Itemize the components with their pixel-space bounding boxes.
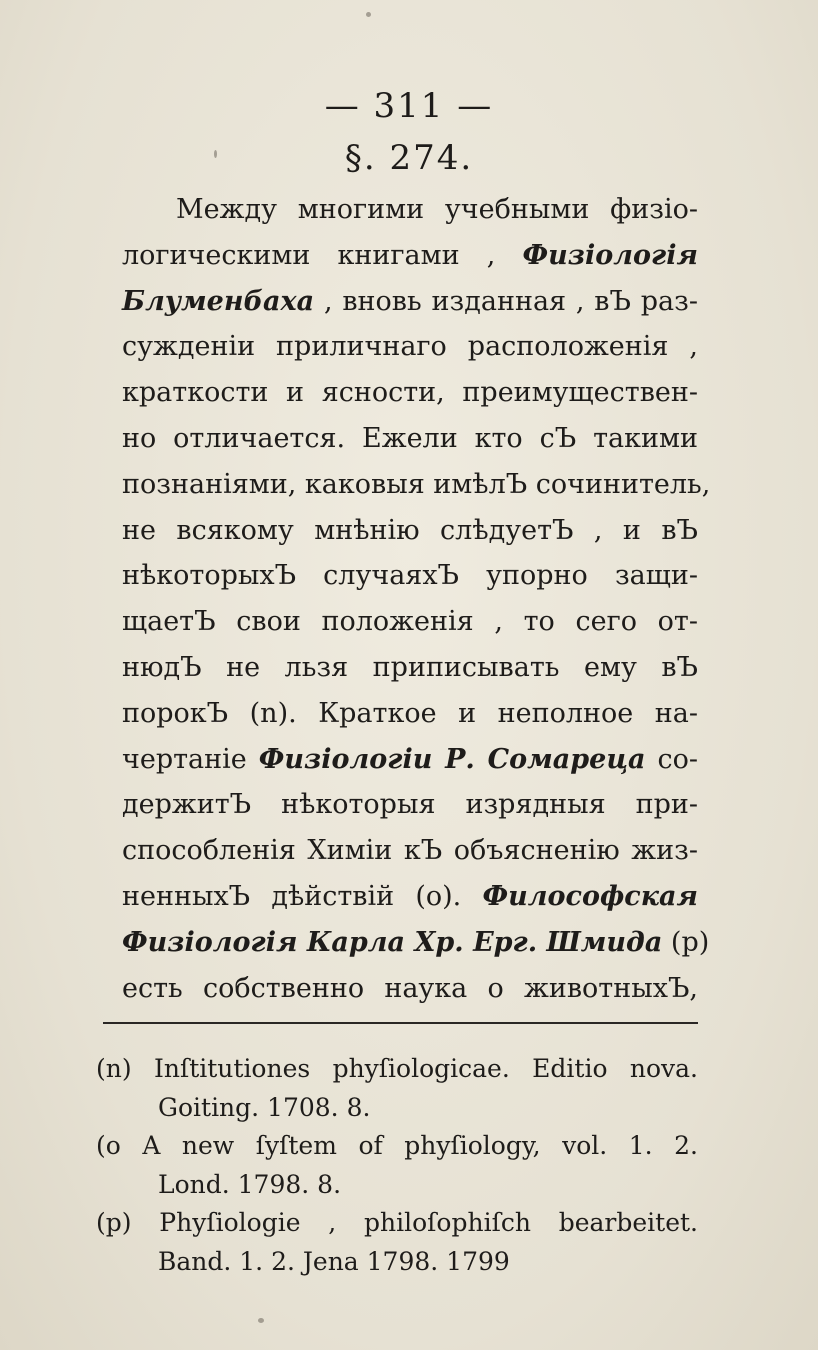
paper-speck [258,1318,264,1323]
paper-speck [366,12,371,17]
text-line: нюдЪ не льзя приписывать ему вЪ [122,651,698,683]
footnote-n-cont: Goiting. 1708. 8. [158,1092,371,1122]
section-heading: §. 274. [344,138,474,178]
italic-title: Блуменбаха [122,285,315,317]
italic-title: Философская [482,880,698,912]
footnote-p: (p) Phyſiologie , philoſophiſch bearbeitet. [96,1208,698,1237]
footnote-o: (o A new ſyſtem of phyſiology, vol. 1. 2. [96,1131,698,1160]
footnotes [96,1050,698,1281]
text-span: логическими книгами , [122,239,496,271]
text-line: сужденіи приличнаго расположенія , [122,331,698,363]
italic-title: Физіологіи Р. Сомареца [258,743,646,775]
text-span: , вновь изданная , вЪ раз- [323,285,698,317]
footnote-o-cont: Lond. 1798. 8. [158,1169,342,1199]
footnote-p-cont: Band. 1. 2. Jena 1798. 1799 [158,1246,510,1276]
italic-title: Физіологія Карла Хр. Ерг. Шмида [122,926,663,958]
main-text [122,187,711,1011]
text-line: способленія Химіи кЪ объясненію жиз- [122,835,698,867]
text-line: щаетЪ свои положенія , то сего от- [122,606,698,638]
text-line: но отличается. Ежели кто сЪ такими [122,422,698,454]
text-line [122,920,710,966]
text-span: чертаніе [122,743,247,775]
text-line [122,874,698,920]
footnote-ref: (p) [670,926,710,958]
text-line: познаніями, каковыя имѣлЪ сочинитель, [122,468,711,500]
text-line: не всякому мнѣнію слѣдуетЪ , и вЪ [122,514,698,546]
text-line: есть собственно наука о животныхЪ, [122,972,698,1004]
text-line: нѣкоторыхЪ случаяхЪ упорно защи- [122,560,698,592]
footnote-n: (n) Inſtitutiones phyſiologicae. Editio nova. [96,1054,698,1083]
italic-title: Физіологія [522,239,698,271]
text-span: ненныхЪ дѣйствій (о). [122,880,462,912]
page-number: — 311 — [324,86,494,126]
footnote-divider [103,1022,698,1024]
text-line [122,233,698,279]
text-line: краткости и ясности, преимуществен- [122,377,698,409]
text-span: со- [657,743,698,775]
text-line: держитЪ нѣкоторыя изрядныя при- [122,789,698,821]
text-line [122,279,698,325]
text-line: порокЪ (n). Краткое и неполное на- [122,697,698,729]
text-line: Между многими учебными физіо- [176,194,698,225]
text-line [122,737,698,783]
